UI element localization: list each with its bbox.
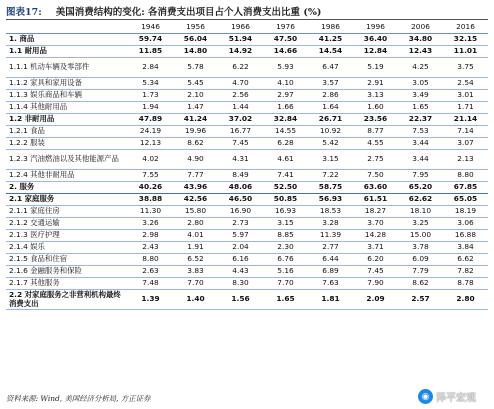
value-cell: 3.06 <box>443 218 488 230</box>
value-cell: 5.97 <box>218 230 263 242</box>
row-label: 2.1.6 金融服务和保险 <box>6 266 128 278</box>
watermark-text: 泽平宏观 <box>436 393 476 404</box>
row-label: 1. 商品 <box>6 34 128 46</box>
value-cell: 18.53 <box>308 206 353 218</box>
value-cell: 7.90 <box>353 278 398 290</box>
value-cell: 3.01 <box>443 90 488 102</box>
table-row <box>6 150 488 170</box>
value-cell: 3.13 <box>353 90 398 102</box>
value-cell: 2.63 <box>128 266 173 278</box>
value-cell: 14.66 <box>263 46 308 58</box>
value-cell: 1.39 <box>128 290 173 310</box>
value-cell: 5.19 <box>353 58 398 78</box>
value-cell: 2.54 <box>443 78 488 90</box>
value-cell: 14.92 <box>218 46 263 58</box>
value-cell: 38.88 <box>128 194 173 206</box>
value-cell: 1.65 <box>263 290 308 310</box>
value-cell: 2.43 <box>128 242 173 254</box>
value-cell: 47.89 <box>128 114 173 126</box>
row-label: 2.1.3 医疗护理 <box>6 230 128 242</box>
value-cell: 18.27 <box>353 206 398 218</box>
table-row <box>6 170 488 182</box>
value-cell: 3.25 <box>398 218 443 230</box>
row-label: 1.2 非耐用品 <box>6 114 128 126</box>
value-cell: 8.49 <box>218 170 263 182</box>
row-label: 1.2.1 食品 <box>6 126 128 138</box>
row-label: 2.1.5 食品和住宿 <box>6 254 128 266</box>
value-cell: 59.74 <box>128 34 173 46</box>
value-cell: 32.15 <box>443 34 488 46</box>
value-cell: 6.89 <box>308 266 353 278</box>
value-cell: 3.44 <box>398 138 443 150</box>
value-cell: 1.65 <box>398 102 443 114</box>
value-cell: 2.10 <box>173 90 218 102</box>
header-year-cell: 1966 <box>218 22 263 34</box>
value-cell: 46.50 <box>218 194 263 206</box>
row-label: 2.1.7 其他服务 <box>6 278 128 290</box>
value-cell: 3.07 <box>443 138 488 150</box>
value-cell: 36.40 <box>353 34 398 46</box>
row-label: 1.1.1 机动车辆及零部件 <box>6 58 128 78</box>
value-cell: 5.45 <box>173 78 218 90</box>
table-body <box>6 34 488 310</box>
value-cell: 3.83 <box>173 266 218 278</box>
value-cell: 1.40 <box>173 290 218 310</box>
value-cell: 4.43 <box>218 266 263 278</box>
value-cell: 7.48 <box>128 278 173 290</box>
row-label: 1.2.2 服装 <box>6 138 128 150</box>
consumption-table-container <box>6 22 488 310</box>
value-cell: 6.09 <box>398 254 443 266</box>
value-cell: 4.02 <box>128 150 173 170</box>
table-row <box>6 242 488 254</box>
value-cell: 56.93 <box>308 194 353 206</box>
value-cell: 7.45 <box>218 138 263 150</box>
value-cell: 5.42 <box>308 138 353 150</box>
value-cell: 2.75 <box>353 150 398 170</box>
value-cell: 1.66 <box>263 102 308 114</box>
value-cell: 8.80 <box>443 170 488 182</box>
value-cell: 15.00 <box>398 230 443 242</box>
value-cell: 16.77 <box>218 126 263 138</box>
value-cell: 14.54 <box>308 46 353 58</box>
value-cell: 3.78 <box>398 242 443 254</box>
figure-title <box>6 4 488 18</box>
value-cell: 24.19 <box>128 126 173 138</box>
value-cell: 7.70 <box>263 278 308 290</box>
row-label: 1.2.4 其他非耐用品 <box>6 170 128 182</box>
row-label: 2.1.2 交通运输 <box>6 218 128 230</box>
value-cell: 4.10 <box>263 78 308 90</box>
value-cell: 11.30 <box>128 206 173 218</box>
value-cell: 12.43 <box>398 46 443 58</box>
header-year-cell: 2006 <box>398 22 443 34</box>
value-cell: 6.22 <box>218 58 263 78</box>
row-label: 2.1.1 家庭住房 <box>6 206 128 218</box>
value-cell: 10.92 <box>308 126 353 138</box>
value-cell: 41.25 <box>308 34 353 46</box>
table-row <box>6 126 488 138</box>
row-label: 2. 服务 <box>6 182 128 194</box>
value-cell: 5.78 <box>173 58 218 78</box>
figure-caption: 美国消费结构的变化: 各消费支出项目占个人消费支出比重 (%) <box>55 7 322 18</box>
value-cell: 3.71 <box>353 242 398 254</box>
row-label: 2.1 家庭服务 <box>6 194 128 206</box>
value-cell: 5.34 <box>128 78 173 90</box>
value-cell: 12.84 <box>353 46 398 58</box>
value-cell: 67.85 <box>443 182 488 194</box>
value-cell: 3.05 <box>398 78 443 90</box>
value-cell: 14.28 <box>353 230 398 242</box>
value-cell: 3.15 <box>308 150 353 170</box>
value-cell: 2.73 <box>218 218 263 230</box>
value-cell: 4.61 <box>263 150 308 170</box>
wechat-logo-icon: ◉ <box>418 389 433 404</box>
value-cell: 1.73 <box>128 90 173 102</box>
value-cell: 3.75 <box>443 58 488 78</box>
value-cell: 2.09 <box>353 290 398 310</box>
value-cell: 42.56 <box>173 194 218 206</box>
value-cell: 58.75 <box>308 182 353 194</box>
value-cell: 11.85 <box>128 46 173 58</box>
value-cell: 50.85 <box>263 194 308 206</box>
value-cell: 41.24 <box>173 114 218 126</box>
value-cell: 7.45 <box>353 266 398 278</box>
value-cell: 7.63 <box>308 278 353 290</box>
value-cell: 8.62 <box>398 278 443 290</box>
value-cell: 4.25 <box>398 58 443 78</box>
value-cell: 7.79 <box>398 266 443 278</box>
value-cell: 2.30 <box>263 242 308 254</box>
value-cell: 5.93 <box>263 58 308 78</box>
watermark <box>418 389 476 404</box>
value-cell: 3.57 <box>308 78 353 90</box>
table-row <box>6 278 488 290</box>
table-row <box>6 46 488 58</box>
value-cell: 1.47 <box>173 102 218 114</box>
row-label: 1.2.3 汽油燃油以及其他能源产品 <box>6 150 128 170</box>
value-cell: 1.44 <box>218 102 263 114</box>
value-cell: 8.62 <box>173 138 218 150</box>
value-cell: 7.53 <box>398 126 443 138</box>
table-row <box>6 58 488 78</box>
value-cell: 2.97 <box>263 90 308 102</box>
table-row <box>6 290 488 310</box>
value-cell: 34.80 <box>398 34 443 46</box>
value-cell: 65.20 <box>398 182 443 194</box>
table-row <box>6 218 488 230</box>
value-cell: 2.98 <box>128 230 173 242</box>
table-row <box>6 78 488 90</box>
value-cell: 8.80 <box>128 254 173 266</box>
value-cell: 1.60 <box>353 102 398 114</box>
value-cell: 19.96 <box>173 126 218 138</box>
table-row <box>6 34 488 46</box>
value-cell: 11.01 <box>443 46 488 58</box>
value-cell: 2.13 <box>443 150 488 170</box>
row-label: 1.1.2 家具和家用设备 <box>6 78 128 90</box>
value-cell: 61.51 <box>353 194 398 206</box>
value-cell: 6.76 <box>263 254 308 266</box>
value-cell: 7.50 <box>353 170 398 182</box>
value-cell: 6.52 <box>173 254 218 266</box>
value-cell: 1.71 <box>443 102 488 114</box>
value-cell: 4.90 <box>173 150 218 170</box>
source-note: 资料来源: Wind, 美国经济分析局, 方正证券 <box>6 394 151 403</box>
value-cell: 22.37 <box>398 114 443 126</box>
value-cell: 1.81 <box>308 290 353 310</box>
value-cell: 3.15 <box>263 218 308 230</box>
row-label: 1.1.4 其他耐用品 <box>6 102 128 114</box>
value-cell: 18.10 <box>398 206 443 218</box>
table-row <box>6 138 488 150</box>
value-cell: 8.78 <box>443 278 488 290</box>
header-year-cell: 1956 <box>173 22 218 34</box>
value-cell: 8.85 <box>263 230 308 242</box>
value-cell: 5.16 <box>263 266 308 278</box>
value-cell: 7.77 <box>173 170 218 182</box>
value-cell: 4.55 <box>353 138 398 150</box>
consumption-structure-table <box>6 22 488 310</box>
value-cell: 6.62 <box>443 254 488 266</box>
value-cell: 7.70 <box>173 278 218 290</box>
value-cell: 14.80 <box>173 46 218 58</box>
header-year-cell: 1946 <box>128 22 173 34</box>
table-row <box>6 194 488 206</box>
value-cell: 7.14 <box>443 126 488 138</box>
value-cell: 4.31 <box>218 150 263 170</box>
value-cell: 8.77 <box>353 126 398 138</box>
figure-number: 图表17: <box>6 7 42 18</box>
value-cell: 2.04 <box>218 242 263 254</box>
row-label: 2.1.4 娱乐 <box>6 242 128 254</box>
value-cell: 43.96 <box>173 182 218 194</box>
value-cell: 3.70 <box>353 218 398 230</box>
value-cell: 1.91 <box>173 242 218 254</box>
header-label-cell <box>6 22 128 34</box>
table-row <box>6 254 488 266</box>
value-cell: 7.41 <box>263 170 308 182</box>
value-cell: 8.30 <box>218 278 263 290</box>
value-cell: 2.86 <box>308 90 353 102</box>
value-cell: 2.57 <box>398 290 443 310</box>
value-cell: 6.44 <box>308 254 353 266</box>
value-cell: 7.95 <box>398 170 443 182</box>
value-cell: 6.28 <box>263 138 308 150</box>
table-row <box>6 206 488 218</box>
value-cell: 3.26 <box>128 218 173 230</box>
value-cell: 6.47 <box>308 58 353 78</box>
table-row <box>6 114 488 126</box>
value-cell: 16.88 <box>443 230 488 242</box>
value-cell: 3.84 <box>443 242 488 254</box>
value-cell: 15.80 <box>173 206 218 218</box>
value-cell: 65.05 <box>443 194 488 206</box>
value-cell: 2.56 <box>218 90 263 102</box>
value-cell: 12.13 <box>128 138 173 150</box>
value-cell: 2.91 <box>353 78 398 90</box>
value-cell: 6.20 <box>353 254 398 266</box>
value-cell: 32.84 <box>263 114 308 126</box>
value-cell: 47.50 <box>263 34 308 46</box>
table-row <box>6 102 488 114</box>
value-cell: 7.55 <box>128 170 173 182</box>
value-cell: 6.16 <box>218 254 263 266</box>
value-cell: 48.06 <box>218 182 263 194</box>
value-cell: 7.82 <box>443 266 488 278</box>
row-label: 2.2 对家庭服务之非营利机构最终消费支出 <box>6 290 128 310</box>
row-label: 1.1 耐用品 <box>6 46 128 58</box>
header-year-cell: 2016 <box>443 22 488 34</box>
value-cell: 37.02 <box>218 114 263 126</box>
value-cell: 23.56 <box>353 114 398 126</box>
value-cell: 21.14 <box>443 114 488 126</box>
value-cell: 4.01 <box>173 230 218 242</box>
value-cell: 18.19 <box>443 206 488 218</box>
value-cell: 3.49 <box>398 90 443 102</box>
header-year-cell: 1986 <box>308 22 353 34</box>
table-row <box>6 230 488 242</box>
value-cell: 1.94 <box>128 102 173 114</box>
value-cell: 2.80 <box>173 218 218 230</box>
value-cell: 2.80 <box>443 290 488 310</box>
table-row <box>6 266 488 278</box>
value-cell: 1.56 <box>218 290 263 310</box>
value-cell: 16.90 <box>218 206 263 218</box>
value-cell: 4.70 <box>218 78 263 90</box>
value-cell: 52.50 <box>263 182 308 194</box>
value-cell: 51.94 <box>218 34 263 46</box>
table-row <box>6 182 488 194</box>
value-cell: 1.64 <box>308 102 353 114</box>
value-cell: 11.39 <box>308 230 353 242</box>
value-cell: 3.44 <box>398 150 443 170</box>
value-cell: 2.84 <box>128 58 173 78</box>
value-cell: 7.22 <box>308 170 353 182</box>
table-header-row <box>6 22 488 34</box>
row-label: 1.1.3 娱乐商品和车辆 <box>6 90 128 102</box>
value-cell: 16.93 <box>263 206 308 218</box>
value-cell: 26.71 <box>308 114 353 126</box>
value-cell: 63.60 <box>353 182 398 194</box>
header-year-cell: 1996 <box>353 22 398 34</box>
value-cell: 14.55 <box>263 126 308 138</box>
value-cell: 62.62 <box>398 194 443 206</box>
table-row <box>6 90 488 102</box>
value-cell: 56.04 <box>173 34 218 46</box>
title-divider <box>6 19 488 20</box>
value-cell: 3.28 <box>308 218 353 230</box>
value-cell: 2.77 <box>308 242 353 254</box>
header-year-cell: 1976 <box>263 22 308 34</box>
value-cell: 40.26 <box>128 182 173 194</box>
